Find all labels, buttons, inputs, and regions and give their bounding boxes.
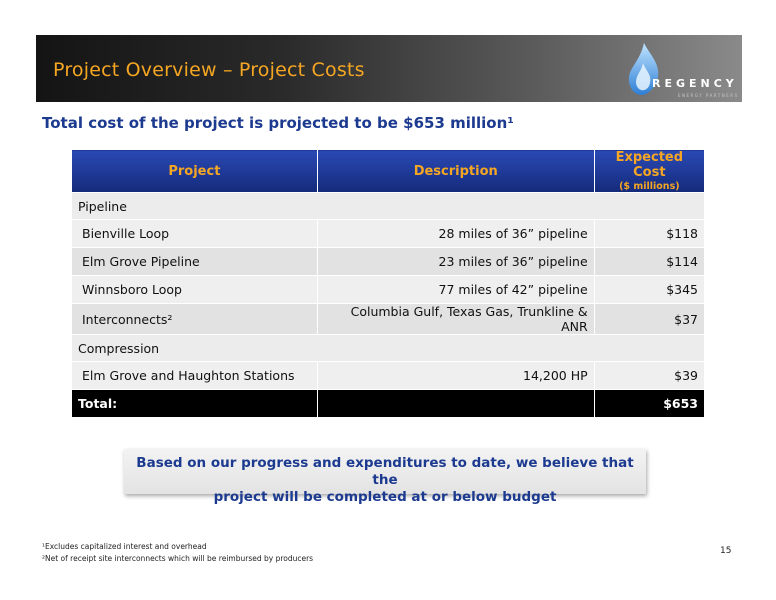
section-row-pipeline <box>72 193 705 220</box>
cost-cell: $345 <box>594 276 704 304</box>
table-row <box>72 220 705 248</box>
budget-callout <box>124 449 646 505</box>
header-project: Project <box>72 150 318 193</box>
header-cost-unit: ($ millions) <box>619 181 680 192</box>
slide-subtitle: Total cost of the project is projected to be $653 million¹ <box>42 114 514 132</box>
footnote-2: ²Net of receipt site interconnects which will be reimbursed by producers <box>42 554 314 563</box>
cost-cell: $39 <box>594 362 704 390</box>
page-number: 15 <box>720 546 732 556</box>
project-cell: Winnsboro Loop <box>72 276 318 304</box>
table-row <box>72 304 705 335</box>
slide-header <box>36 35 742 102</box>
footnote-1: ¹Excludes capitalized interest and overhead <box>42 542 207 551</box>
logo-tagline: ENERGY PARTNERS <box>678 93 739 98</box>
cost-cell: $118 <box>594 220 704 248</box>
project-cell: Interconnects² <box>72 304 318 335</box>
table-row <box>72 276 705 304</box>
header-cost-label: Expected Cost <box>615 150 684 180</box>
table-row <box>72 362 705 390</box>
cost-table <box>71 149 705 418</box>
total-description <box>317 390 594 418</box>
section-row-compression <box>72 335 705 362</box>
section-label: Pipeline <box>72 193 705 220</box>
callout-line-2: project will be completed at or below budget <box>213 489 557 505</box>
project-cell: Elm Grove and Haughton Stations <box>72 362 318 390</box>
total-label: Total: <box>72 390 318 418</box>
description-cell: Columbia Gulf, Texas Gas, Trunkline & ANR <box>317 304 594 335</box>
logo-wordmark: REGENCY <box>652 77 738 90</box>
table-header-row <box>72 150 705 193</box>
total-row <box>72 390 705 418</box>
description-cell: 14,200 HP <box>317 362 594 390</box>
section-label: Compression <box>72 335 705 362</box>
header-expected-cost <box>594 150 704 193</box>
description-cell: 77 miles of 42” pipeline <box>317 276 594 304</box>
description-cell: 23 miles of 36” pipeline <box>317 248 594 276</box>
project-cell: Elm Grove Pipeline <box>72 248 318 276</box>
table-row <box>72 248 705 276</box>
project-cell: Bienville Loop <box>72 220 318 248</box>
cost-cell: $114 <box>594 248 704 276</box>
total-cost: $653 <box>594 390 704 418</box>
description-cell: 28 miles of 36” pipeline <box>317 220 594 248</box>
cost-cell: $37 <box>594 304 704 335</box>
regency-logo <box>624 41 742 99</box>
header-description: Description <box>317 150 594 193</box>
callout-line-1: Based on our progress and expenditures to date, we believe that the <box>136 455 634 488</box>
slide-title: Project Overview – Project Costs <box>53 59 365 81</box>
